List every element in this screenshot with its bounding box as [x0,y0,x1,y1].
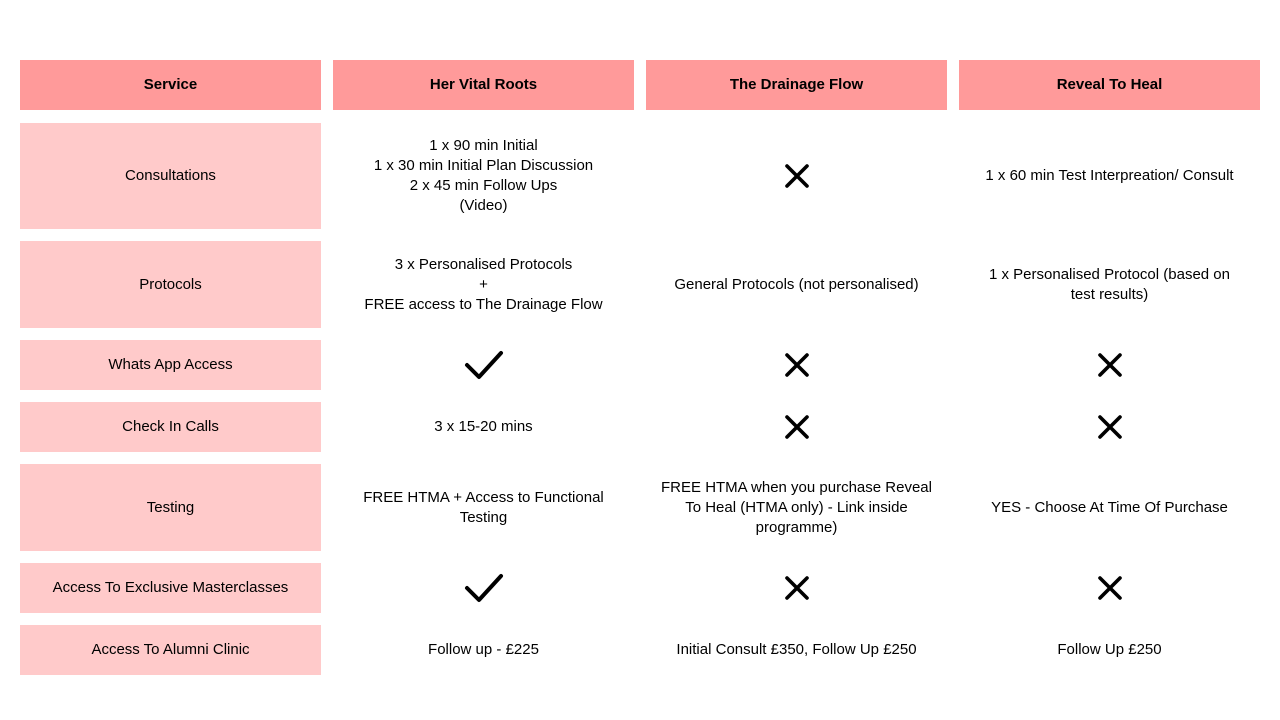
row-spacer [20,452,1260,464]
table-cell [959,340,1260,390]
table-cell [333,402,634,452]
comparison-table [20,60,1260,675]
header-her-vital-roots [333,60,634,110]
row-spacer [20,390,1260,402]
table-cell [959,123,1260,229]
table-cell [333,563,634,613]
table-cell [333,340,634,390]
row-label: Access To Exclusive Masterclasses [52,579,289,596]
cell-text: FREE HTMA when you purchase Reveal To Heal (HTMA only) - Link inside programme) [661,478,932,536]
table-cell [333,464,634,551]
cross-icon [784,414,810,440]
table-cell [959,464,1260,551]
cross-icon [1097,575,1123,601]
cross-icon [1097,352,1123,378]
cell-text: YES - Choose At Time Of Purchase [991,498,1228,516]
cell-text: Follow Up £250 [1057,641,1162,658]
check-icon [464,349,504,381]
row-label: Consultations [125,167,216,184]
row-label: Whats App Access [108,356,233,373]
header-the-drainage-flow [646,60,947,110]
row-label-cell [20,464,321,551]
table-cell [333,123,634,229]
table-cell [646,123,947,229]
cell-text: 3 x 15-20 mins [434,418,533,435]
table-cell [646,402,947,452]
cross-icon [784,575,810,601]
header-label: The Drainage Flow [729,76,864,93]
row-spacer [20,613,1260,625]
table-cell [646,340,947,390]
header-label: Service [143,76,198,93]
cell-text: 3 x Personalised Protocols + FREE access to The Drainage Flow [364,255,603,313]
row-label: Access To Alumni Clinic [91,641,250,658]
row-label-cell [20,123,321,229]
header-label: Her Vital Roots [429,76,538,93]
cross-icon [1097,414,1123,440]
row-spacer [20,110,1260,123]
header-service [20,60,321,110]
header-label: Reveal To Heal [1056,76,1163,93]
cross-icon [784,163,810,189]
row-label-cell [20,241,321,328]
cell-text: 1 x 60 min Test Interpreation/ Consult [985,167,1234,184]
row-spacer [20,229,1260,241]
row-label-cell [20,563,321,613]
table-cell [646,625,947,675]
cell-text: Initial Consult £350, Follow Up £250 [676,641,917,658]
cross-icon [784,352,810,378]
table-cell [959,402,1260,452]
row-label: Check In Calls [122,418,219,435]
row-label: Testing [146,498,195,516]
header-reveal-to-heal [959,60,1260,110]
cell-text: Follow up - £225 [428,641,539,658]
table-cell [959,563,1260,613]
table-cell [333,241,634,328]
check-icon [464,572,504,604]
row-label: Protocols [139,275,202,293]
cell-text: General Protocols (not personalised) [674,275,919,293]
row-label-cell [20,402,321,452]
row-spacer [20,328,1260,340]
table-cell [646,241,947,328]
table-cell [959,241,1260,328]
table-cell [959,625,1260,675]
row-spacer [20,551,1260,563]
row-label-cell [20,340,321,390]
row-label-cell [20,625,321,675]
cell-text: FREE HTMA + Access to Functional Testing [363,488,604,526]
table-cell [646,464,947,551]
table-cell [333,625,634,675]
cell-text: 1 x 90 min Initial 1 x 30 min Initial Plan Discussion 2 x 45 min Follow Ups (Video) [373,137,594,214]
table-cell [646,563,947,613]
cell-text: 1 x Personalised Protocol (based on test results) [989,265,1230,303]
